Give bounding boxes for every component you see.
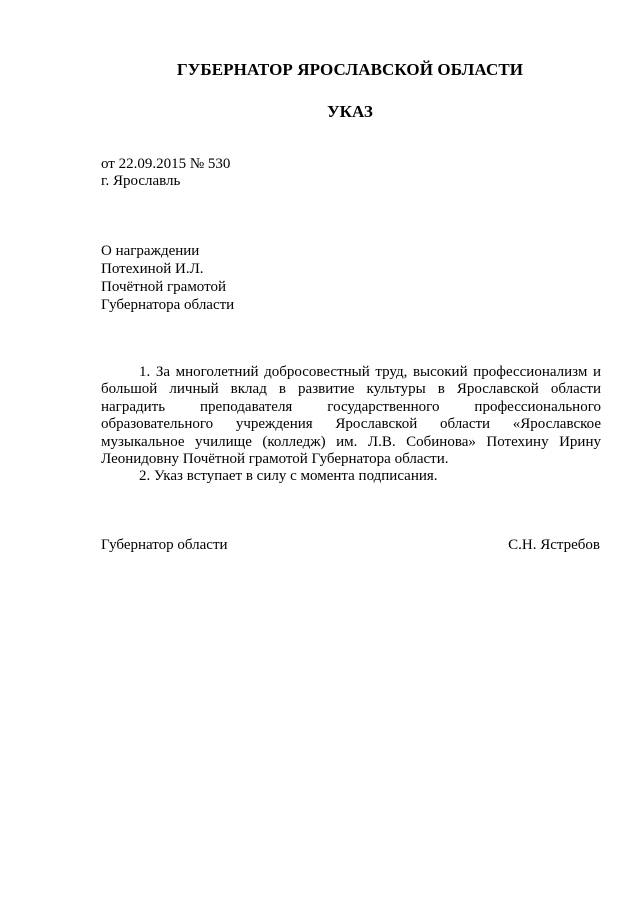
document-place: г. Ярославль (101, 173, 181, 189)
subject-line: О награждении (101, 243, 200, 259)
document-date-number: от 22.09.2015 № 530 (101, 156, 231, 172)
body-paragraph: 1. За многолетний добросовестный труд, высокий профессионализм и большой личный вклад в развитие культуры в Ярославской области наградить преподавателя государственного профессионального образовательного учреждения Ярославской области «Ярославское музыкальное училище (колледж) им. Л.В. Собинова» Потехину Ирину Леонидовну Почётной грамотой Губернатора области. (101, 364, 601, 468)
subject-line: Губернатора области (101, 297, 235, 313)
subject-line: Почётной грамотой (101, 279, 226, 295)
document-meta (101, 156, 230, 190)
document-subject (101, 242, 234, 314)
subject-line: Потехиной И.Л. (101, 261, 204, 277)
document-body (101, 364, 601, 486)
signature-name: С.Н. Ястребов (508, 537, 600, 553)
signature-role: Губернатор области (101, 537, 228, 553)
document-type: УКАЗ (327, 102, 373, 121)
document-header-title: ГУБЕРНАТОР ЯРОСЛАВСКОЙ ОБЛАСТИ (176, 60, 524, 79)
body-paragraph: 2. Указ вступает в силу с момента подписания. (139, 468, 438, 485)
